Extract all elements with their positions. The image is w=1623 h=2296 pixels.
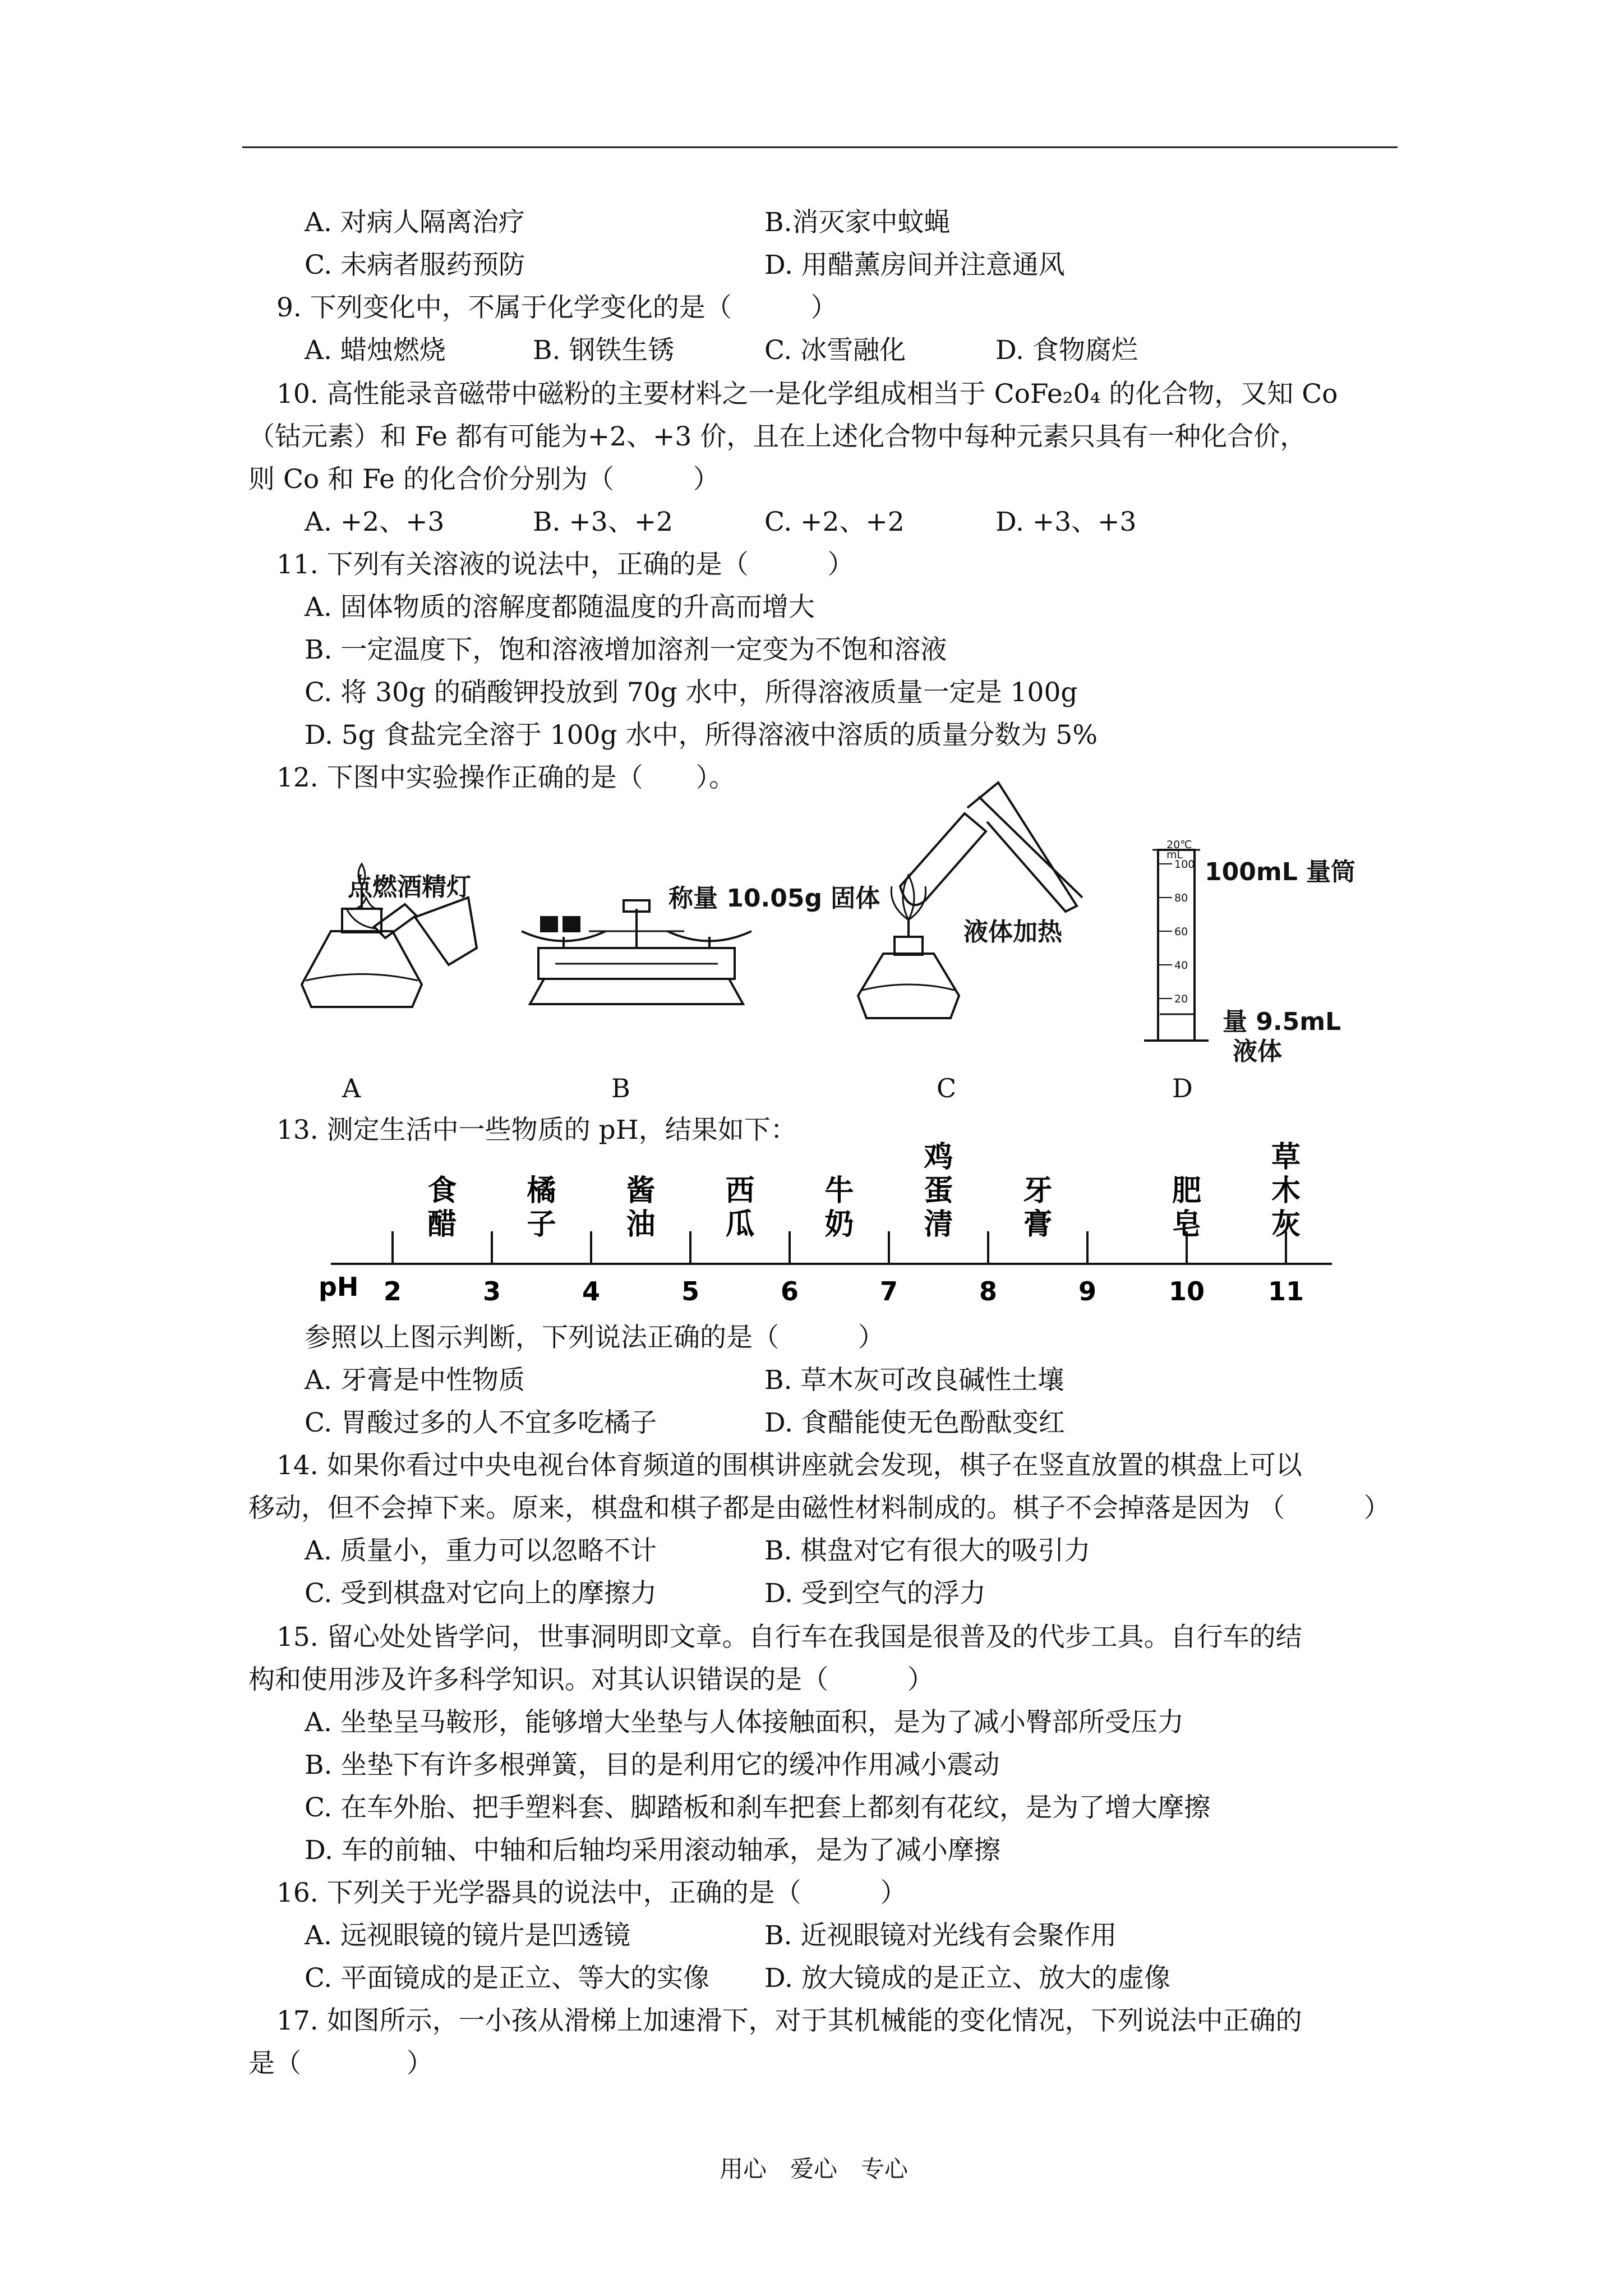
q16-option-d: D. 放大镜成的是正立、放大的虚像 [764, 1963, 1170, 1994]
ph-substance-label: 瓜 [725, 1208, 755, 1241]
q16-option-c: C. 平面镜成的是正立、等大的实像 [305, 1963, 710, 1994]
label-measure-volume: 量 9.5mL [1223, 1007, 1341, 1036]
label-cylinder: 100mL 量筒 [1205, 858, 1356, 886]
ph-tick-label-8: 8 [979, 1276, 998, 1306]
q9-option-c: C. 冰雪融化 [764, 335, 906, 366]
q14-option-a: A. 质量小，重力可以忽略不计 [305, 1535, 657, 1566]
q11-option-c: C. 将 30g 的硝酸钾投放到 70g 水中，所得溶液质量一定是 100g [305, 677, 1078, 708]
q15-option-b: B. 坐垫下有许多根弹簧，目的是利用它的缓冲作用减小震动 [305, 1750, 1000, 1780]
cylinder-mark-20: 20 [1174, 993, 1188, 1005]
q11-option-a: A. 固体物质的溶解度都随温度的升高而增大 [305, 592, 815, 623]
q9-option-a: A. 蜡烛燃烧 [305, 335, 446, 366]
label-liquid: 液体 [1233, 1037, 1282, 1066]
q13-ref: 参照以上图示判断，下列说法正确的是（ ） [305, 1322, 884, 1353]
ph-substance-label: 膏 [1023, 1208, 1053, 1241]
ph-tick-label-3: 3 [482, 1276, 501, 1306]
q16-option-a: A. 远视眼镜的镜片是凹透镜 [305, 1920, 630, 1951]
ph-substance-label: 子 [527, 1208, 556, 1241]
q15-line2: 构和使用涉及许多科学知识。对其认识错误的是（ ） [248, 1664, 934, 1695]
q17-line2: 是（ ） [248, 2048, 433, 2079]
q10-line2: （钴元素）和 Fe 都有可能为+2、+3 价，且在上述化合物中每种元素只具有一种化合价， [248, 421, 1307, 452]
q15-option-d: D. 车的前轴、中轴和后轴均采用滚动轴承，是为了减小摩擦 [305, 1835, 1000, 1866]
ph-substance-label: 奶 [824, 1208, 854, 1241]
ph-substance-label: 牛 [824, 1174, 854, 1208]
q13-option-a: A. 牙膏是中性物质 [305, 1365, 525, 1396]
cylinder-mark-80: 80 [1174, 892, 1188, 904]
q16-option-b: B. 近视眼镜对光线有会聚作用 [764, 1920, 1117, 1951]
ph-substance-label: 西 [725, 1174, 755, 1208]
ph-substance-label: 皂 [1172, 1208, 1202, 1241]
q10-option-a: A. +2、+3 [305, 507, 445, 537]
cylinder-mark-100: 100 [1174, 858, 1195, 871]
cylinder-mark-40: 40 [1174, 959, 1188, 972]
ph-axis-label: pH [319, 1272, 359, 1302]
q10-option-c: C. +2、+2 [764, 507, 905, 537]
q14-option-d: D. 受到空气的浮力 [764, 1578, 986, 1609]
q15-option-a: A. 坐垫呈马鞍形，能够增大坐垫与人体接触面积，是为了减小臀部所受压力 [305, 1707, 1184, 1738]
label-heat-liquid: 液体加热 [963, 918, 1062, 946]
ph-substance-label: 木 [1271, 1174, 1301, 1208]
q14-option-b: B. 棋盘对它有很大的吸引力 [764, 1535, 1091, 1566]
ph-substance-label: 牙 [1023, 1174, 1053, 1208]
q11-option-b: B. 一定温度下，饱和溶液增加溶剂一定变为不饱和溶液 [305, 634, 947, 665]
q11-stem: 11. 下列有关溶液的说法中，正确的是（ ） [276, 549, 854, 580]
figure-letter-a: A [342, 1073, 361, 1103]
figure-letter-d: D [1172, 1073, 1193, 1103]
ph-substance-label: 醋 [427, 1208, 457, 1241]
q10-option-b: B. +3、+2 [533, 507, 673, 537]
q13-stem: 13. 测定生活中一些物质的 pH，结果如下： [276, 1115, 797, 1145]
ph-substance-label: 蛋 [924, 1174, 953, 1208]
cylinder-mark-60: 60 [1174, 926, 1188, 938]
ph-tick-label-11: 11 [1267, 1276, 1304, 1306]
cylinder-unit-label: mL [1166, 849, 1183, 861]
q9-option-d: D. 食物腐烂 [995, 335, 1138, 366]
ph-substance-label: 橘 [527, 1174, 556, 1208]
ph-tick-label-6: 6 [780, 1276, 799, 1306]
ph-substance-label: 草 [1271, 1140, 1301, 1174]
ph-substance-label: 肥 [1172, 1174, 1202, 1208]
q8-option-d: D. 用醋薰房间并注意通风 [764, 250, 1065, 280]
q8-option-b: B.消灭家中蚊蝇 [764, 207, 951, 238]
q15-line1: 15. 留心处处皆学问，世事洞明即文章。自行车在我国是很普及的代步工具。自行车的结 [276, 1622, 1302, 1653]
ph-tick-label-9: 9 [1078, 1276, 1097, 1306]
q9-option-b: B. 钢铁生锈 [533, 335, 675, 366]
q13-option-c: C. 胃酸过多的人不宜多吃橘子 [305, 1407, 657, 1438]
page-footer: 用心 爱心 专心 [720, 2155, 909, 2183]
ph-tick-label-7: 7 [879, 1276, 898, 1306]
ph-substance-label: 鸡 [924, 1140, 953, 1174]
q10-option-d: D. +3、+3 [995, 507, 1137, 537]
q10-line1: 10. 高性能录音磁带中磁粉的主要材料之一是化学组成相当于 CoFe₂0₄ 的化合物，又知 Co [276, 379, 1338, 409]
cylinder-temp-label: 20℃ [1166, 839, 1192, 851]
q10-line3: 则 Co 和 Fe 的化合价分别为（ ） [248, 464, 720, 495]
figure-letter-b: B [611, 1073, 630, 1103]
q8-option-a: A. 对病人隔离治疗 [305, 207, 525, 238]
ph-substance-label: 食 [427, 1174, 457, 1208]
label-light-lamp: 点燃酒精灯 [348, 873, 471, 901]
ph-substance-label: 清 [924, 1208, 953, 1241]
q13-option-d: D. 食醋能使无色酚酞变红 [764, 1407, 1065, 1438]
q14-line2: 移动，但不会掉下来。原来，棋盘和棋子都是由磁性材料制成的。棋子不会掉落是因为 （ ） [248, 1493, 1390, 1524]
q11-option-d: D. 5g 食盐完全溶于 100g 水中，所得溶液中溶质的质量分数为 5% [305, 720, 1098, 751]
q14-line1: 14. 如果你看过中央电视台体育频道的围棋讲座就会发现，棋子在竖直放置的棋盘上可以 [276, 1450, 1302, 1481]
q16-stem: 16. 下列关于光学器具的说法中，正确的是（ ） [276, 1878, 907, 1908]
ph-substance-label: 油 [626, 1208, 656, 1241]
ph-tick-label-10: 10 [1168, 1276, 1205, 1306]
q9-stem: 9. 下列变化中，不属于化学变化的是（ ） [276, 292, 837, 323]
ph-substance-label: 酱 [626, 1174, 656, 1208]
label-weigh-solid: 称量 10.05g 固体 [668, 884, 880, 913]
q15-option-c: C. 在车外胎、把手塑料套、脚踏板和刹车把套上都刻有花纹，是为了增大摩擦 [305, 1792, 1211, 1823]
q13-option-b: B. 草木灰可改良碱性土壤 [764, 1365, 1064, 1396]
q8-option-c: C. 未病者服药预防 [305, 250, 525, 280]
ph-tick-label-4: 4 [582, 1276, 601, 1306]
ph-tick-label-5: 5 [681, 1276, 700, 1306]
q12-stem: 12. 下图中实验操作正确的是（ ）。 [276, 762, 736, 793]
figure-letter-c: C [937, 1073, 957, 1103]
q17-line1: 17. 如图所示，一小孩从滑梯上加速滑下，对于其机械能的变化情况，下列说法中正确的 [276, 2005, 1302, 2036]
ph-substance-label: 灰 [1271, 1208, 1301, 1241]
q14-option-c: C. 受到棋盘对它向上的摩擦力 [305, 1578, 657, 1609]
ph-tick-label-2: 2 [383, 1276, 402, 1306]
